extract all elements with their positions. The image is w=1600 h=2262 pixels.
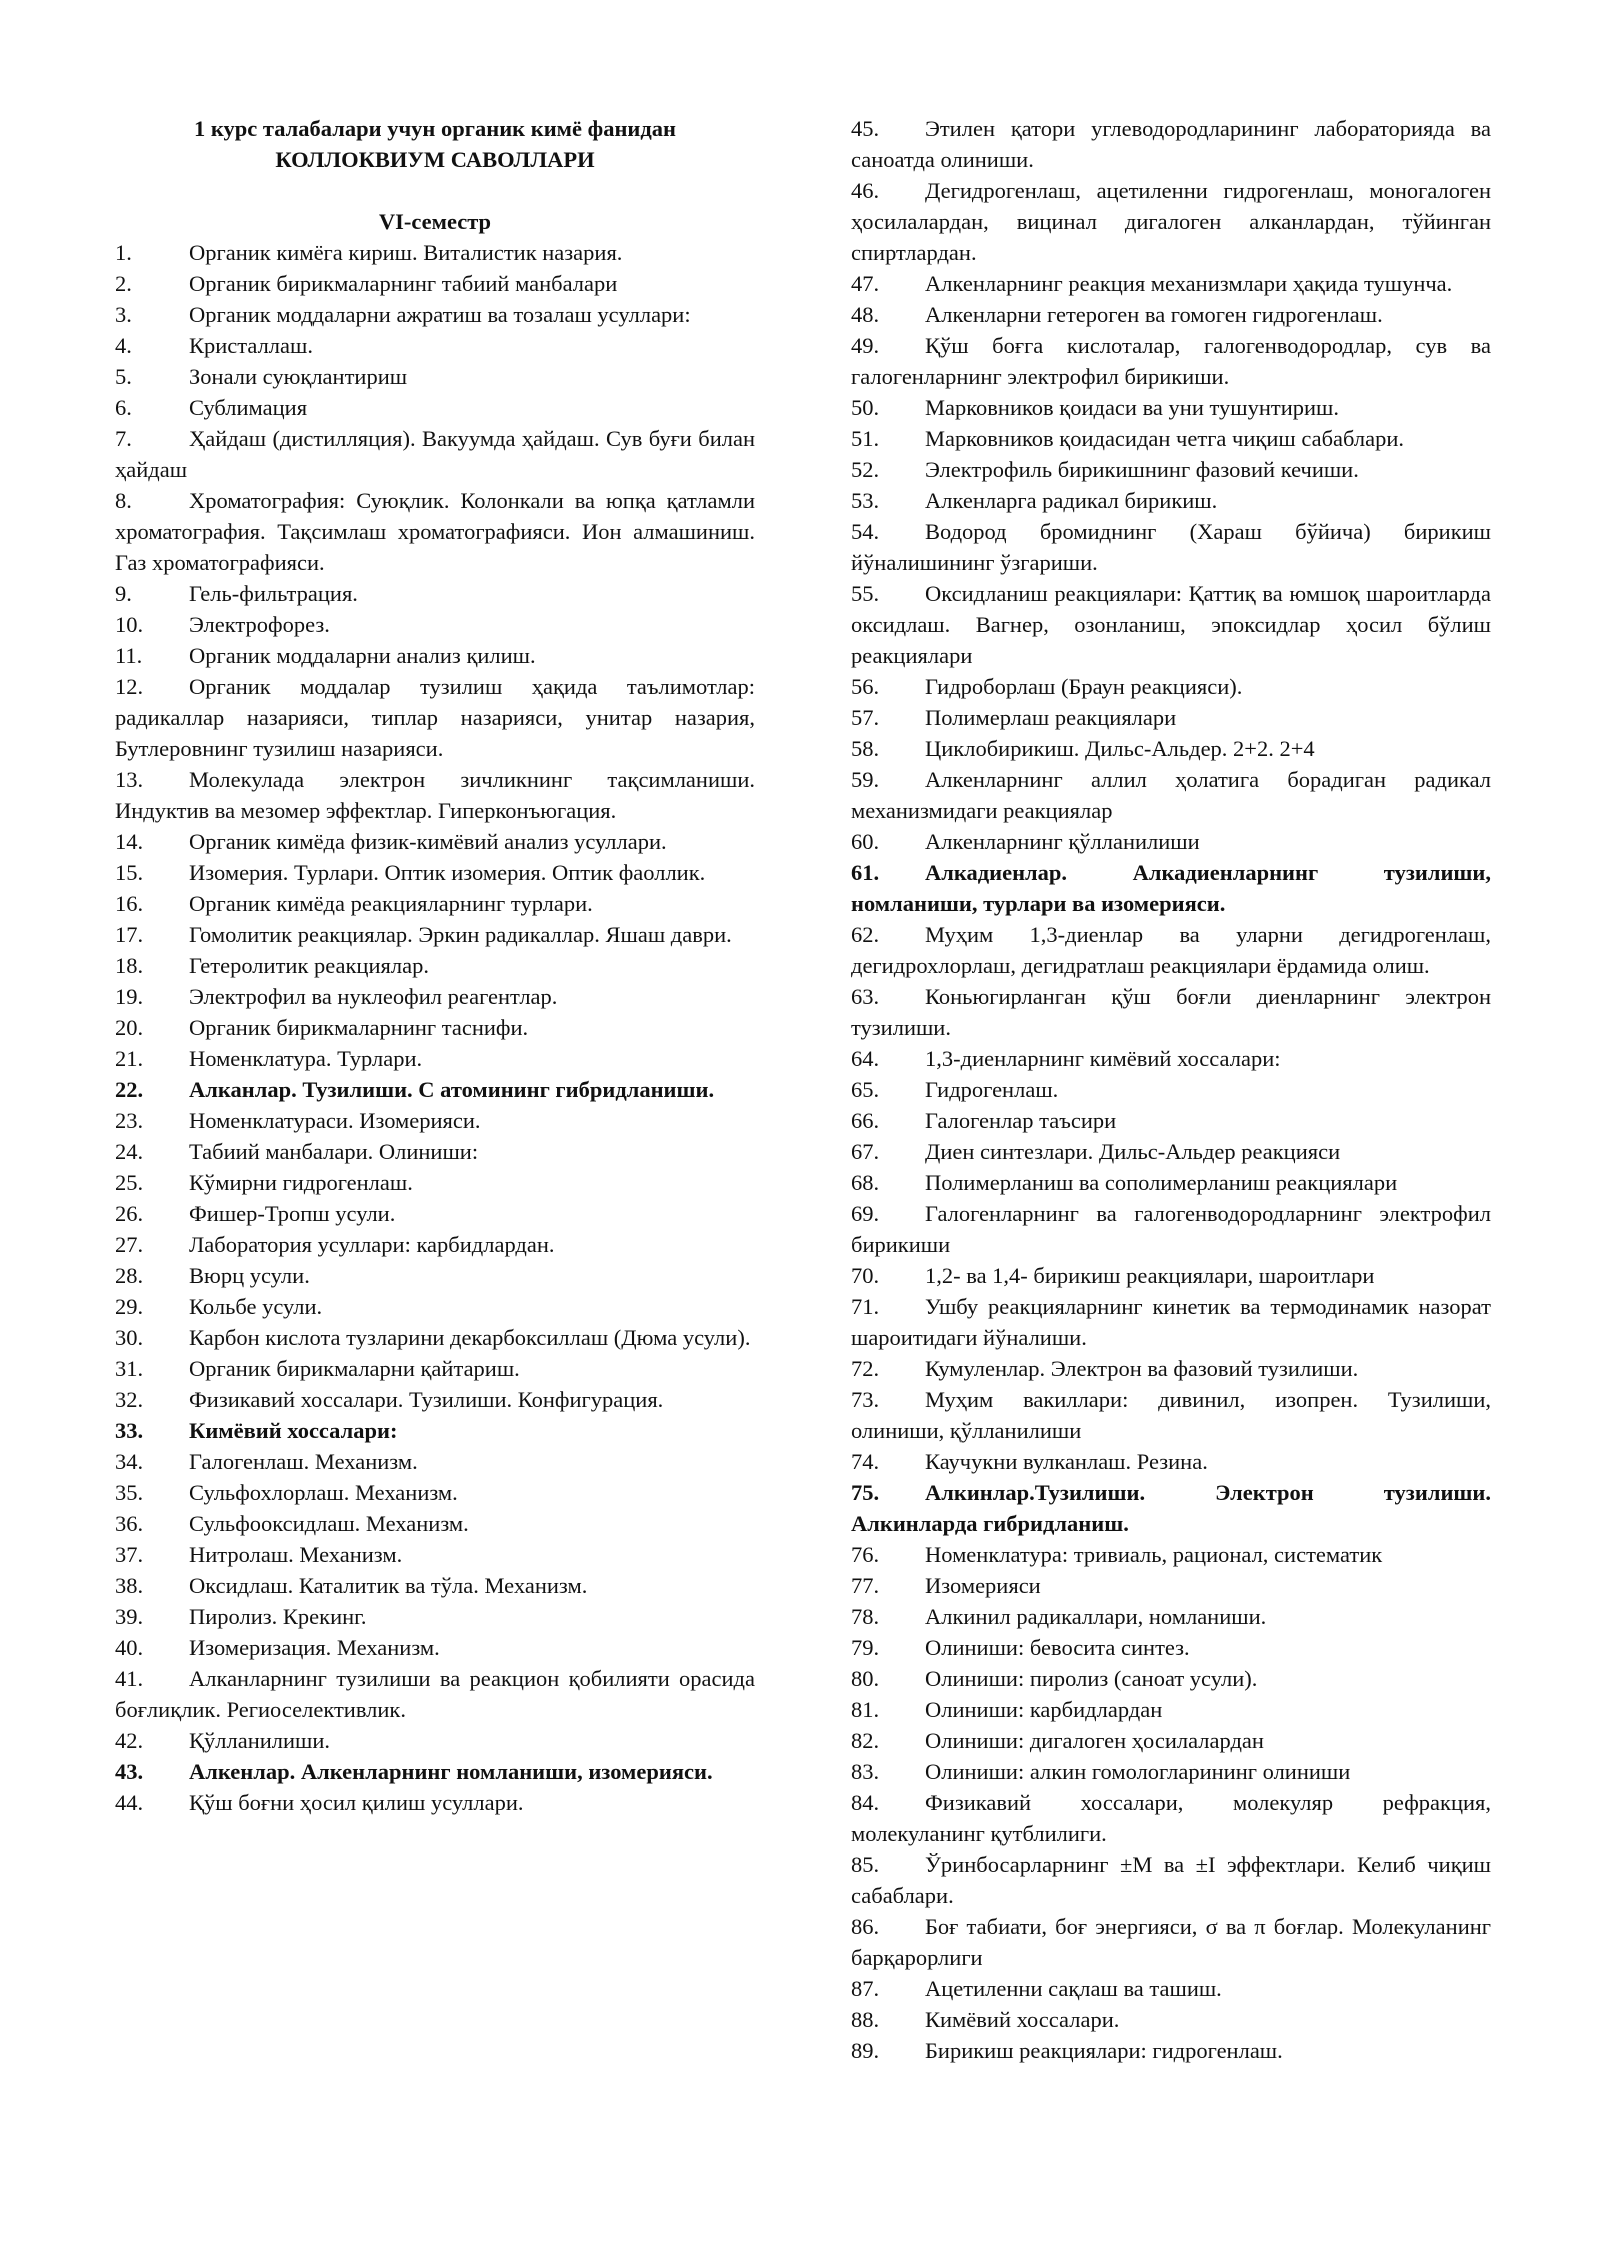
question-item (115, 764, 755, 826)
question-number: 84. (851, 1790, 880, 1815)
question-item (115, 1105, 755, 1136)
question-number: 23. (115, 1108, 144, 1133)
question-text: Кумуленлар. Электрон ва фазовий тузилиши. (925, 1356, 1359, 1381)
question-text: Органик бирикмаларни қайтариш. (189, 1356, 520, 1381)
question-number: 85. (851, 1852, 880, 1877)
question-item (851, 1198, 1491, 1260)
question-item (115, 1446, 755, 1477)
question-number: 81. (851, 1697, 880, 1722)
question-text: Органик моддаларни ажратиш ва тозалаш усуллари: (189, 302, 691, 327)
question-list-left (115, 237, 755, 1818)
question-number: 42. (115, 1728, 144, 1753)
question-item (851, 1136, 1491, 1167)
question-number: 88. (851, 2007, 880, 2032)
question-item (851, 1725, 1491, 1756)
question-text: Водород бромиднинг (Хараш бўйича) бирикиш йўналишининг ўзгариши. (851, 519, 1491, 575)
question-number: 1. (115, 240, 132, 265)
question-item (115, 1756, 755, 1787)
question-number: 18. (115, 953, 144, 978)
question-number: 70. (851, 1263, 880, 1288)
question-item (115, 1291, 755, 1322)
question-item (851, 1756, 1491, 1787)
question-number: 9. (115, 581, 132, 606)
question-number: 55. (851, 581, 880, 606)
question-item (115, 1477, 755, 1508)
question-text: Электрофиль бирикишнинг фазовий кечиши. (925, 457, 1359, 482)
question-text: Физикавий хоссалари, молекуляр рефракция, молекуланинг қутблилиги. (851, 1790, 1491, 1846)
question-item (115, 1725, 755, 1756)
question-item (851, 175, 1491, 268)
question-number: 7. (115, 426, 132, 451)
question-item (851, 485, 1491, 516)
question-item (851, 1384, 1491, 1446)
question-item (115, 1508, 755, 1539)
question-number: 12. (115, 674, 144, 699)
question-item (115, 1632, 755, 1663)
question-number: 22. (115, 1077, 144, 1102)
left-column (115, 113, 755, 1818)
question-number: 45. (851, 116, 880, 141)
question-text: Гидрогенлаш. (925, 1077, 1059, 1102)
question-number: 11. (115, 643, 143, 668)
question-number: 35. (115, 1480, 144, 1505)
question-number: 24. (115, 1139, 144, 1164)
question-item (115, 1198, 755, 1229)
question-number: 60. (851, 829, 880, 854)
question-text: Электрофорез. (189, 612, 330, 637)
question-number: 80. (851, 1666, 880, 1691)
question-item (851, 299, 1491, 330)
question-text: Алкадиенлар. Алкадиенларнинг тузилиши, номланиши, турлари ва изомерияси. (851, 860, 1491, 916)
question-number: 29. (115, 1294, 144, 1319)
question-number: 6. (115, 395, 132, 420)
question-text: Кимёвий хоссалари: (189, 1418, 398, 1443)
question-text: Изомеризация. Механизм. (189, 1635, 440, 1660)
question-number: 47. (851, 271, 880, 296)
question-text: Вюрц усули. (189, 1263, 310, 1288)
question-number: 41. (115, 1666, 144, 1691)
question-item (115, 1353, 755, 1384)
question-item (851, 1787, 1491, 1849)
question-number: 62. (851, 922, 880, 947)
question-text: Кольбе усули. (189, 1294, 323, 1319)
question-text: Физикавий хоссалари. Тузилиши. Конфигурация. (189, 1387, 664, 1412)
question-text: Органик кимёга кириш. Виталистик назария. (189, 240, 623, 265)
question-number: 72. (851, 1356, 880, 1381)
question-number: 73. (851, 1387, 880, 1412)
question-item (115, 857, 755, 888)
question-item (115, 1570, 755, 1601)
question-item (851, 392, 1491, 423)
question-number: 30. (115, 1325, 144, 1350)
question-item (115, 919, 755, 950)
question-number: 54. (851, 519, 880, 544)
question-number: 3. (115, 302, 132, 327)
question-text: Ацетиленни сақлаш ва ташиш. (925, 1976, 1222, 2001)
question-text: Органик кимёда реакцияларнинг турлари. (189, 891, 593, 916)
question-text: Кимёвий хоссалари. (925, 2007, 1120, 2032)
question-text: Дегидрогенлаш, ацетиленни гидрогенлаш, моногалоген ҳосилалардан, вицинал дигалоген алканлардан, тўйинган спиртлардан. (851, 178, 1491, 265)
question-number: 65. (851, 1077, 880, 1102)
question-number: 59. (851, 767, 880, 792)
question-text: Алкенларнинг аллил ҳолатига борадиган радикал механизмидаги реакциялар (851, 767, 1491, 823)
question-item (851, 1849, 1491, 1911)
semester-heading: VI-семестр (378, 209, 492, 234)
question-item (115, 1167, 755, 1198)
question-text: Бирикиш реакциялари: гидрогенлаш. (925, 2038, 1283, 2063)
question-number: 25. (115, 1170, 144, 1195)
question-item (115, 1601, 755, 1632)
question-text: Қўлланилиши. (189, 1728, 331, 1753)
question-item (851, 516, 1491, 578)
question-number: 50. (851, 395, 880, 420)
question-text: Алкенларга радикал бирикиш. (925, 488, 1218, 513)
question-item (851, 1353, 1491, 1384)
question-text: Ушбу реакцияларнинг кинетик ва термодинамик назорат шароитидаги йўналиши. (851, 1294, 1491, 1350)
question-text: Сублимация (189, 395, 308, 420)
question-number: 4. (115, 333, 132, 358)
question-item (115, 485, 755, 578)
question-number: 82. (851, 1728, 880, 1753)
question-number: 21. (115, 1046, 144, 1071)
question-item (851, 578, 1491, 671)
question-number: 14. (115, 829, 144, 854)
question-text: Диен синтезлари. Дильс-Альдер реакцияси (925, 1139, 1341, 1164)
question-item (115, 299, 755, 330)
question-number: 43. (115, 1759, 144, 1784)
question-text: Гетеролитик реакциялар. (189, 953, 429, 978)
question-number: 69. (851, 1201, 880, 1226)
question-item (115, 981, 755, 1012)
question-text: Табиий манбалари. Олиниши: (189, 1139, 479, 1164)
question-item (115, 1539, 755, 1570)
question-number: 71. (851, 1294, 880, 1319)
question-item (851, 1260, 1491, 1291)
question-item (115, 1322, 755, 1353)
question-number: 15. (115, 860, 144, 885)
question-text: Органик моддалар тузилиш ҳақида таълимотлар: радикаллар назарияси, типлар назарияси, унитар назария, Бутлеровнинг тузилиш назарияси. (115, 674, 755, 761)
question-item (115, 640, 755, 671)
question-text: Номенклатура. Турлари. (189, 1046, 423, 1071)
question-text: Муҳим вакиллари: дивинил, изопрен. Тузилиши, олиниши, қўлланилиши (851, 1387, 1491, 1443)
question-item (115, 671, 755, 764)
question-number: 77. (851, 1573, 880, 1598)
question-text: 1,3-диенларнинг кимёвий хоссалари: (925, 1046, 1281, 1071)
question-text: Номенклатураси. Изомерияси. (189, 1108, 481, 1133)
question-item (851, 764, 1491, 826)
question-text: Боғ табиати, боғ энергияси, σ ва π боғлар. Молекуланинг барқарорлиги (851, 1914, 1491, 1970)
question-item (851, 1570, 1491, 1601)
question-item (851, 1601, 1491, 1632)
question-text: Циклобирикиш. Дильс-Альдер. 2+2. 2+4 (925, 736, 1315, 761)
question-text: Молекулада электрон зичликнинг тақсимланиши. Индуктив ва мезомер эффектлар. Гиперконъюгация. (115, 767, 755, 823)
question-text: Полимерлаш реакциялари (925, 705, 1177, 730)
document-title: 1 курс талабалари учун органик кимё фанидан (194, 116, 676, 141)
question-item (851, 1694, 1491, 1725)
question-item (115, 268, 755, 299)
question-text: Органик бирикмаларнинг таснифи. (189, 1015, 529, 1040)
question-item (115, 392, 755, 423)
question-text: Каучукни вулканлаш. Резина. (925, 1449, 1208, 1474)
question-text: Олиниши: алкин гомологларининг олиниши (925, 1759, 1351, 1784)
question-text: Алкенларни гетероген ва гомоген гидрогенлаш. (925, 302, 1383, 327)
question-text: Марковников қоидаси ва уни тушунтириш. (925, 395, 1339, 420)
question-number: 64. (851, 1046, 880, 1071)
question-number: 10. (115, 612, 144, 637)
question-item (851, 2035, 1491, 2066)
question-text: Олиниши: дигалоген ҳосилалардан (925, 1728, 1264, 1753)
question-item (115, 1663, 755, 1725)
question-text: Алкенларнинг реакция механизмлари ҳақида тушунча. (925, 271, 1453, 296)
question-item (851, 919, 1491, 981)
question-text: Гель-фильтрация. (189, 581, 358, 606)
question-number: 38. (115, 1573, 144, 1598)
question-number: 74. (851, 1449, 880, 1474)
question-item (851, 1973, 1491, 2004)
question-item (115, 888, 755, 919)
question-item (115, 1260, 755, 1291)
question-number: 26. (115, 1201, 144, 1226)
question-number: 2. (115, 271, 132, 296)
question-number: 33. (115, 1418, 144, 1443)
question-item (851, 733, 1491, 764)
question-number: 66. (851, 1108, 880, 1133)
question-number: 83. (851, 1759, 880, 1784)
question-text: Марковников қоидасидан четга чиқиш сабаблари. (925, 426, 1405, 451)
question-number: 20. (115, 1015, 144, 1040)
question-item (851, 423, 1491, 454)
question-item (115, 826, 755, 857)
question-item (851, 857, 1491, 919)
question-text: Алкенлар. Алкенларнинг номланиши, изомерияси. (189, 1759, 713, 1784)
question-text: 1,2- ва 1,4- бирикиш реакциялари, шароитлари (925, 1263, 1375, 1288)
question-number: 32. (115, 1387, 144, 1412)
question-text: Изомерияси (925, 1573, 1041, 1598)
question-text: Органик моддаларни анализ қилиш. (189, 643, 536, 668)
question-item (115, 330, 755, 361)
question-item (851, 1911, 1491, 1973)
question-number: 56. (851, 674, 880, 699)
document-subtitle: КОЛЛОКВИУМ САВОЛЛАРИ (275, 147, 595, 172)
question-number: 61. (851, 860, 880, 885)
question-text: Зонали суюқлантириш (189, 364, 408, 389)
question-item (851, 330, 1491, 392)
question-number: 53. (851, 488, 880, 513)
question-item (115, 950, 755, 981)
question-text: Олиниши: бевосита синтез. (925, 1635, 1190, 1660)
question-item (115, 1043, 755, 1074)
question-number: 52. (851, 457, 880, 482)
question-text: Гомолитик реакциялар. Эркин радикаллар. Яшаш даври. (189, 922, 732, 947)
question-number: 39. (115, 1604, 144, 1629)
question-text: Оксидлаш. Каталитик ва тўла. Механизм. (189, 1573, 588, 1598)
question-number: 78. (851, 1604, 880, 1629)
question-item (115, 1415, 755, 1446)
question-text: Кўмирни гидрогенлаш. (189, 1170, 413, 1195)
question-item (851, 1632, 1491, 1663)
question-number: 44. (115, 1790, 144, 1815)
question-text: Лаборатория усуллари: карбидлардан. (189, 1232, 555, 1257)
question-item (851, 1105, 1491, 1136)
question-item (115, 1229, 755, 1260)
question-text: Галогенлаш. Механизм. (189, 1449, 418, 1474)
question-number: 67. (851, 1139, 880, 1164)
question-number: 17. (115, 922, 144, 947)
question-item (851, 1477, 1491, 1539)
question-text: Қўш боғга кислоталар, галогенводородлар, сув ва галогенларнинг электрофил бирикиши. (851, 333, 1491, 389)
question-number: 79. (851, 1635, 880, 1660)
question-text: Пиролиз. Крекинг. (189, 1604, 367, 1629)
question-text: Олиниши: карбидлардан (925, 1697, 1163, 1722)
question-item (851, 1446, 1491, 1477)
question-text: Муҳим 1,3-диенлар ва уларни дегидрогенлаш, дегидрохлорлаш, дегидратлаш реакциялари ёрдамида олиш. (851, 922, 1491, 978)
question-text: Ҳайдаш (дистилляция). Вакуумда ҳайдаш. Сув буғи билан ҳайдаш (115, 426, 755, 482)
question-item (115, 1787, 755, 1818)
question-text: Номенклатура: тривиаль, рационал, систематик (925, 1542, 1383, 1567)
question-text: Алкенларнинг қўлланилиши (925, 829, 1200, 854)
question-number: 34. (115, 1449, 144, 1474)
question-number: 51. (851, 426, 880, 451)
question-item (115, 361, 755, 392)
question-text: Полимерланиш ва сополимерланиш реакциялари (925, 1170, 1398, 1195)
question-text: Органик бирикмаларнинг табиий манбалари (189, 271, 618, 296)
question-number: 57. (851, 705, 880, 730)
question-number: 31. (115, 1356, 144, 1381)
question-item (851, 981, 1491, 1043)
question-item (851, 1291, 1491, 1353)
question-item (851, 2004, 1491, 2035)
question-text: Сульфохлорлаш. Механизм. (189, 1480, 458, 1505)
question-item (115, 1074, 755, 1105)
question-number: 75. (851, 1480, 880, 1505)
question-list-right (851, 113, 1491, 2066)
question-item (851, 1539, 1491, 1570)
question-item (851, 113, 1491, 175)
question-number: 36. (115, 1511, 144, 1536)
question-number: 27. (115, 1232, 144, 1257)
question-number: 8. (115, 488, 132, 513)
question-number: 49. (851, 333, 880, 358)
question-item (851, 268, 1491, 299)
question-text: Карбон кислота тузларини декарбоксиллаш (Дюма усули). (189, 1325, 751, 1350)
question-text: Коньюгирланган қўш боғли диенларнинг электрон тузилиши. (851, 984, 1491, 1040)
question-item (851, 671, 1491, 702)
question-item (851, 1043, 1491, 1074)
question-text: Этилен қатори углеводородларининг лабораторияда ва саноатда олиниши. (851, 116, 1491, 172)
question-text: Алкинлар.Тузилиши. Электрон тузилиши. Алкинларда гибридланиш. (851, 1480, 1491, 1536)
question-item (851, 702, 1491, 733)
question-number: 63. (851, 984, 880, 1009)
question-item (115, 578, 755, 609)
question-number: 13. (115, 767, 144, 792)
question-item (115, 1136, 755, 1167)
question-item (851, 1074, 1491, 1105)
question-text: Нитролаш. Механизм. (189, 1542, 403, 1567)
question-item (115, 609, 755, 640)
question-number: 89. (851, 2038, 880, 2063)
question-item (115, 423, 755, 485)
question-text: Ўринбосарларнинг ±M ва ±I эффектлари. Келиб чиқиш сабаблари. (851, 1852, 1491, 1908)
question-number: 48. (851, 302, 880, 327)
question-item (115, 237, 755, 268)
question-text: Хроматография: Суюқлик. Колонкали ва юпқа қатламли хроматография. Тақсимлаш хроматографияси. Ион алмашиниш. Газ хроматографияси. (115, 488, 755, 575)
question-text: Қўш боғни ҳосил қилиш усуллари. (189, 1790, 524, 1815)
right-column (851, 113, 1491, 2066)
question-item (851, 1663, 1491, 1694)
question-text: Алканларнинг тузилиши ва реакцион қобилияти орасида боғлиқлик. Региоселективлик. (115, 1666, 755, 1722)
question-text: Алканлар. Тузилиши. С атомининг гибридланиши. (189, 1077, 715, 1102)
question-number: 5. (115, 364, 132, 389)
question-number: 40. (115, 1635, 144, 1660)
question-number: 76. (851, 1542, 880, 1567)
question-number: 37. (115, 1542, 144, 1567)
question-item (851, 454, 1491, 485)
question-text: Олиниши: пиролиз (саноат усули). (925, 1666, 1258, 1691)
question-number: 86. (851, 1914, 880, 1939)
question-number: 46. (851, 178, 880, 203)
question-text: Галогенлар таъсири (925, 1108, 1117, 1133)
question-text: Кристаллаш. (189, 333, 313, 358)
question-text: Органик кимёда физик-кимёвий анализ усуллари. (189, 829, 667, 854)
question-item (115, 1384, 755, 1415)
question-item (851, 826, 1491, 857)
question-number: 16. (115, 891, 144, 916)
question-text: Оксидланиш реакциялари: Қаттиқ ва юмшоқ шароитларда оксидлаш. Вагнер, озонланиш, эпоксидлар ҳосил бўлиш реакциялари (851, 581, 1491, 668)
question-text: Сульфооксидлаш. Механизм. (189, 1511, 469, 1536)
question-number: 19. (115, 984, 144, 1009)
question-text: Галогенларнинг ва галогенводородларнинг электрофил бирикиши (851, 1201, 1491, 1257)
question-text: Алкинил радикаллари, номланиши. (925, 1604, 1267, 1629)
question-number: 58. (851, 736, 880, 761)
question-text: Изомерия. Турлари. Оптик изомерия. Оптик фаоллик. (189, 860, 706, 885)
question-number: 68. (851, 1170, 880, 1195)
question-item (115, 1012, 755, 1043)
question-number: 87. (851, 1976, 880, 2001)
question-text: Электрофил ва нуклеофил реагентлар. (189, 984, 558, 1009)
question-item (851, 1167, 1491, 1198)
question-number: 28. (115, 1263, 144, 1288)
question-text: Гидроборлаш (Браун реакцияси). (925, 674, 1243, 699)
question-text: Фишер-Тропш усули. (189, 1201, 396, 1226)
